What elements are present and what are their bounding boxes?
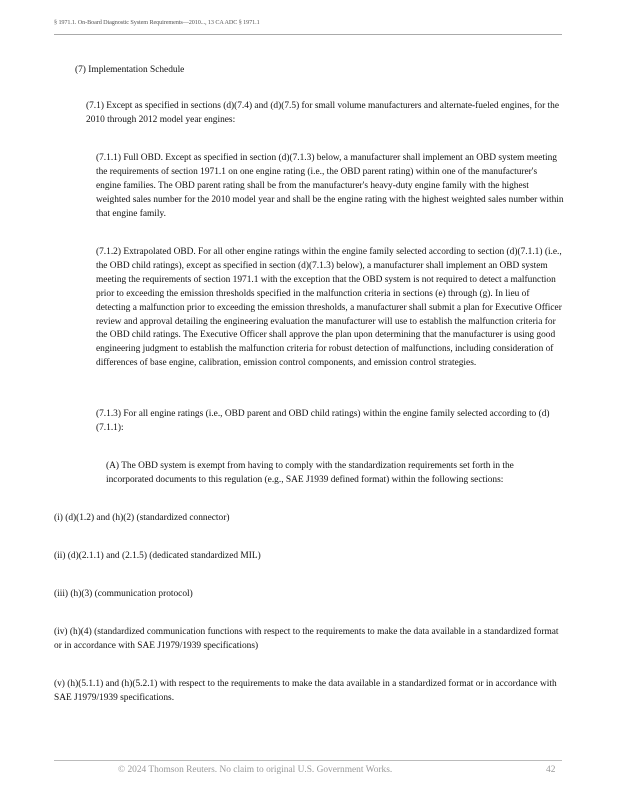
list-item-iii: (iii) (h)(3) (communication protocol) [54,589,193,599]
footer-divider [54,760,562,761]
paragraph-A: (A) The OBD system is exempt from having to comply with the standardization requirements set forth in the incorporated documents to this regulation (e.g., SAE J1939 defined format) within the following sections: [106,461,514,485]
running-header: § 1971.1. On-Board Diagnostic System Requirements—2010..., 13 CA ADC § 1971.1 [54,19,260,26]
paragraph-7-1-3: (7.1.3) For all engine ratings (i.e., OBD parent and OBD child ratings) within the engine family selected according to (d)(7.1.1): [96,409,550,433]
list-item-v: (v) (h)(5.1.1) and (h)(5.2.1) with respect to the requirements to make the data available in a standardized format or in accordance with SAE J1979/1939 specifications. [54,679,557,703]
footer-copyright: © 2024 Thomson Reuters. No claim to original U.S. Government Works. [118,765,393,775]
page-number: 42 [546,765,556,775]
section-heading: (7) Implementation Schedule [75,65,185,75]
paragraph-7-1-2: (7.1.2) Extrapolated OBD. For all other engine ratings within the engine family selected according to section (d)(7.1.1) (i.e., the OBD child ratings), except as specified in section (d)(7.1.3) below), a manufacturer shall implement an OBD system meeting the requirements of section 1971.1 with the exception that the OBD system is not required to detect a malfunction prior to exceeding the emission thresholds specified in the malfunction criteria in sections (e) through (g). In lieu of detecting a malfunction prior to exceeding the emission thresholds, a manufacturer shall submit a plan for Executive Officer review and approval detailing the engineering evaluation the manufacturer will use to establish the malfunction criteria for the OBD child ratings. The Executive Officer shall approve the plan upon determining that the manufacturer is using good engineering judgment to establish the malfunction criteria for robust detection of malfunctions, including consideration of differences of base engine, calibration, emission control components, and emission control strategies. [96,247,562,369]
header-divider [54,34,562,35]
list-item-ii: (ii) (d)(2.1.1) and (2.1.5) (dedicated standardized MIL) [54,551,261,561]
list-item-iv: (iv) (h)(4) (standardized communication functions with respect to the requirements to make the data available in a standardized format or in accordance with SAE J1979/1939 specifications) [54,627,559,651]
paragraph-7-1-1: (7.1.1) Full OBD. Except as specified in section (d)(7.1.3) below, a manufacturer shall implement an OBD system meeting the requirements of section 1971.1 on one engine rating (i.e., the OBD parent rating) within one of the manufacturer's engine families. The OBD parent rating shall be from the manufacturer's heavy-duty engine family with the highest weighted sales number for the 2010 model year and shall be the engine rating with the highest weighted sales number within that engine family. [96,153,564,219]
list-item-i: (i) (d)(1.2) and (h)(2) (standardized connector) [54,513,230,523]
paragraph-7-1: (7.1) Except as specified in sections (d)(7.4) and (d)(7.5) for small volume manufacturers and alternate-fueled engines, for the 2010 through 2012 model year engines: [86,101,559,125]
